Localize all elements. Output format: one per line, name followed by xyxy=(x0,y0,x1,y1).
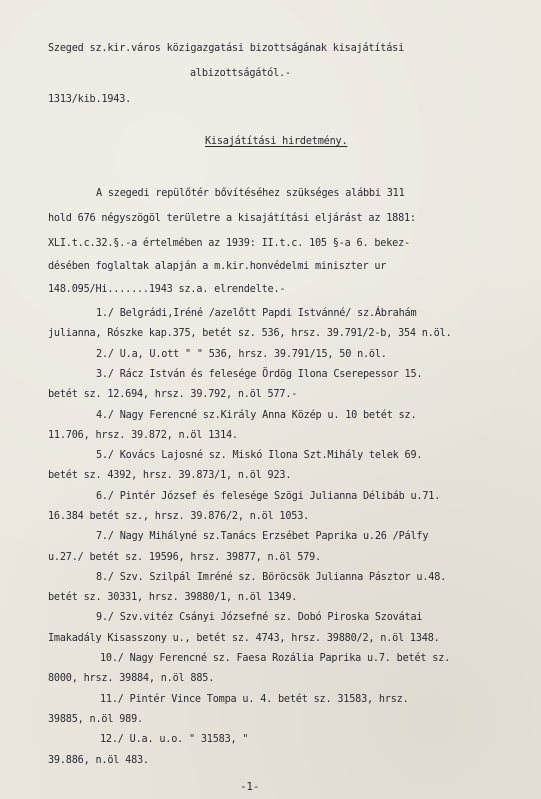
page-number: -1- xyxy=(240,780,260,793)
entry-line: u.27./ betét sz. 19596, hrsz. 39877, n.öl 579. xyxy=(48,552,321,563)
header-line-1: Szeged sz.kir.város közigazgatási bizottságának kisajátítási xyxy=(48,43,405,54)
entry-line: 8./ Szv. Szilpál Imréné sz. Böröcsök Julianna Pásztor u.48. xyxy=(96,572,447,583)
intro-line: XLI.t.c.32.§.-a értelmében az 1939: II.t.c. 105 §-a 6. bekez- xyxy=(48,238,410,249)
entry-line: 3./ Rácz István és felesége Ördög Ilona Cserepessor 15. xyxy=(96,369,423,380)
entry-line: betét sz. 30331, hrsz. 39880/1, n.öl 1349. xyxy=(48,592,298,603)
entry-line: 11./ Pintér Vince Tompa u. 4. betét sz. 31583, hrsz. xyxy=(100,694,409,705)
intro-line: A szegedi repülőtér bővítéséhez szükséges alábbi 311 xyxy=(96,188,405,199)
entry-line: 16.384 betét sz., hrsz. 39.876/2, n.öl 1053. xyxy=(48,511,310,522)
entry-line: Imakadály Kisasszony u., betét sz. 4743, hrsz. 39880/2, n.öl 1348. xyxy=(48,633,440,644)
entry-line: betét sz. 4392, hrsz. 39.873/1, n.öl 923. xyxy=(48,470,292,481)
entry-line: 39.886, n.öl 483. xyxy=(48,755,149,766)
entry-line: 2./ U.a, U.ott " " 536, hrsz. 39.791/15, 50 n.öl. xyxy=(96,349,387,360)
reference-number: 1313/kib.1943. xyxy=(48,94,132,105)
entry-line: 7./ Nagy Mihályné sz.Tanács Erzsébet Paprika u.26 /Pálfy xyxy=(96,531,429,542)
intro-line: 148.095/Hi.......1943 sz.a. elrendelte.- xyxy=(48,284,286,295)
entry-line: 9./ Szv.vitéz Csányi Józsefné sz. Dobó Piroska Szovátai xyxy=(96,612,423,623)
entry-line: 12./ U.a. u.o. " 31583, " xyxy=(100,734,249,745)
entry-line: julianna, Rószke kap.375, betét sz. 536, hrsz. 39.791/2-b, 354 n.öl. xyxy=(48,328,452,339)
intro-line: hold 676 négyszögöl területre a kisajátítási eljárást az 1881: xyxy=(48,213,416,224)
header-line-2: albizottságától.- xyxy=(190,68,291,79)
intro-line: désében foglaltak alapján a m.kir.honvédelmi miniszter ur xyxy=(48,261,387,272)
entry-line: 11.706, hrsz. 39.872, n.öl 1314. xyxy=(48,430,238,441)
entry-line: 6./ Pintér József és felesége Szögi Julianna Délibáb u.71. xyxy=(96,491,441,502)
entry-line: 5./ Kovács Lajosné sz. Miskó Ilona Szt.Mihály telek 69. xyxy=(96,450,423,461)
entry-line: 1./ Belgrádi,Iréné /azelőtt Papdi Istvánné/ sz.Ábrahám xyxy=(96,308,417,319)
entry-line: betét sz. 12.694, hrsz. 39.792, n.öl 577.- xyxy=(48,389,298,400)
entry-line: 4./ Nagy Ferencné sz.Király Anna Közép u. 10 betét sz. xyxy=(96,410,417,421)
entry-line: 8000, hrsz. 39884, n.öl 885. xyxy=(48,673,215,684)
entry-line: 39885, n.öl 989. xyxy=(48,714,143,725)
entry-line: 10./ Nagy Ferencné sz. Faesa Rozália Paprika u.7. betét sz. xyxy=(100,653,451,664)
document-title: Kisajátítási hirdetmény. xyxy=(205,136,348,147)
